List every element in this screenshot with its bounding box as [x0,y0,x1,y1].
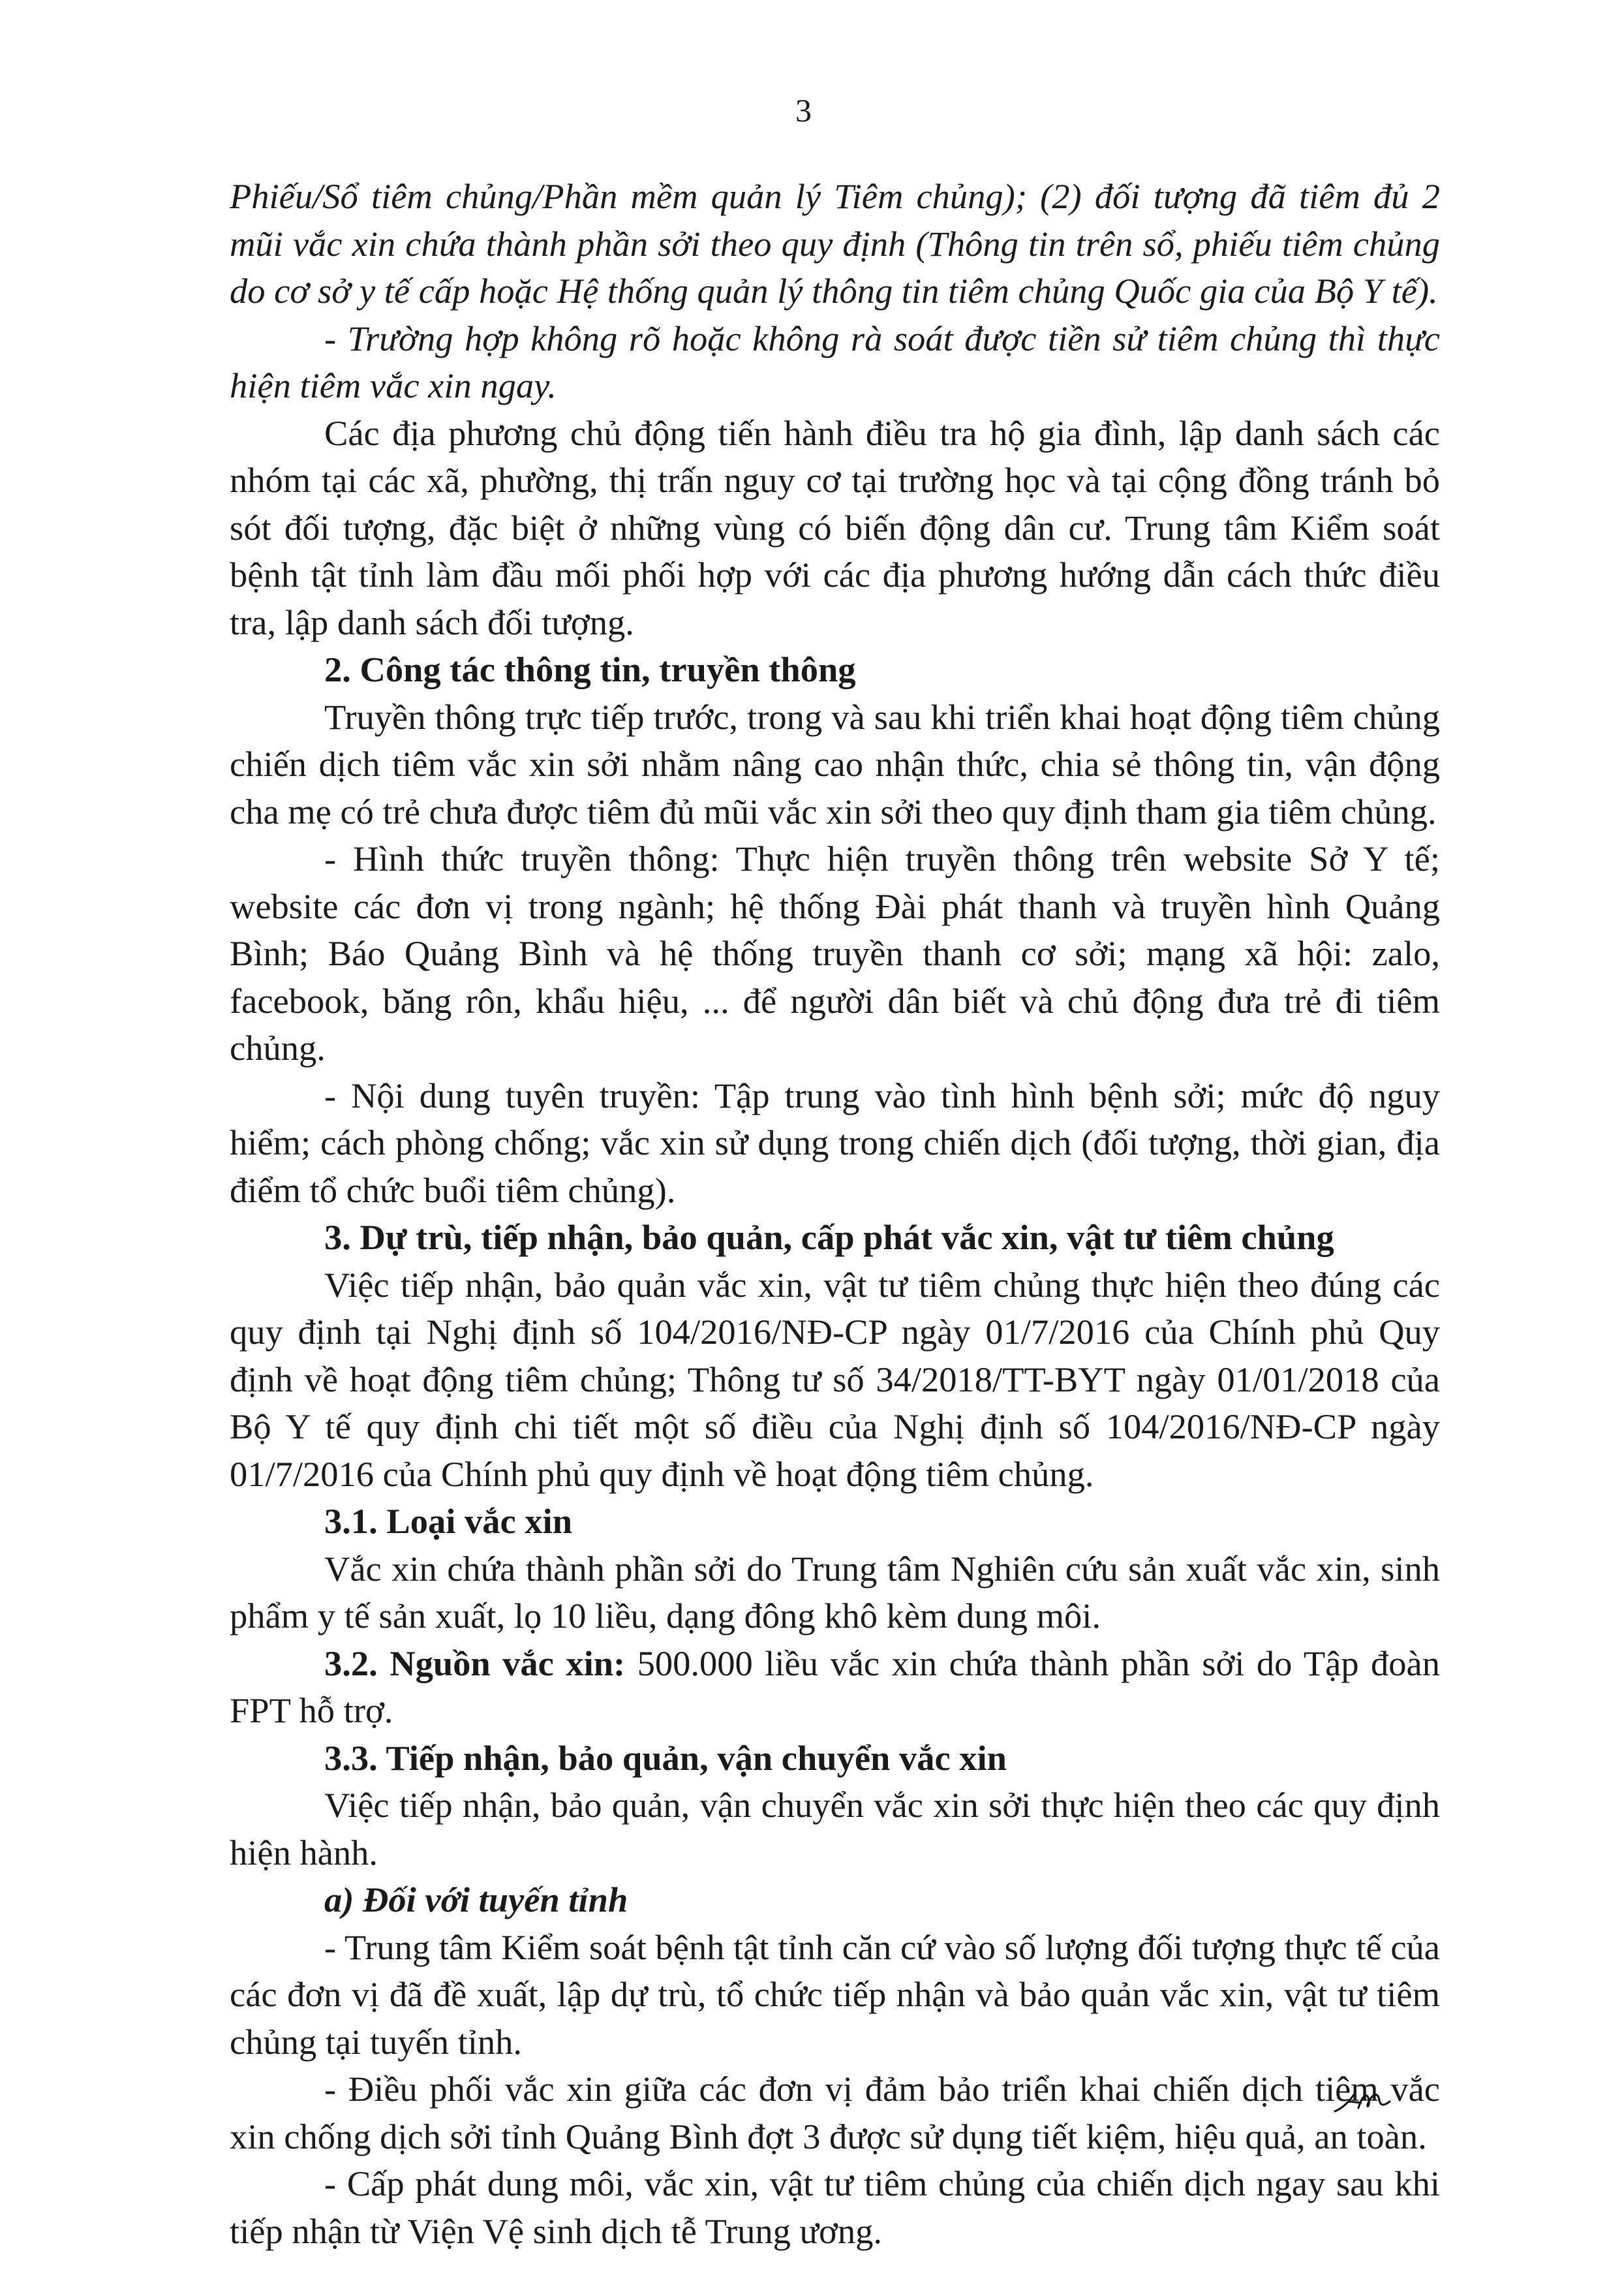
paragraph-household-survey: Các địa phương chủ động tiến hành điều tra hộ gia đình, lập danh sách các nhóm tại các xã, phường, thị trấn nguy cơ tại trường học và tại cộng đồng tránh bỏ sót đối tượng, đặc biệt ở những vùng có biến động dân cư. Trung tâm Kiểm soát bệnh tật tỉnh làm đầu mối phối hợp với các địa phương hướng dẫn cách thức điều tra, lập danh sách đối tượng. [230,412,1440,642]
paragraph-communication-content: - Nội dung tuyên truyền: Tập trung vào tình hình bệnh sởi; mức độ nguy hiểm; cách phòng chống; vắc xin sử dụng trong chiến dịch (đối tượng, thời gian, địa điểm tổ chức buổi tiêm chủng). [230,1075,1440,1210]
subheading-vaccine-source: 3.2. Nguồn vắc xin: [324,1643,626,1683]
paragraph-vaccination-records: Phiếu/Sổ tiêm chủng/Phần mềm quản lý Tiêm chủng); (2) đối tượng đã tiêm đủ 2 mũi vắc xin chứa thành phần sởi theo quy định (Thông tin trên sổ, phiếu tiêm chủng do cơ sở y tế cấp hoặc Hệ thống quản lý thông tin tiêm chủng Quốc gia của Bộ Y tế). [230,176,1440,311]
paragraph-cdc-storage: - Trung tâm Kiểm soát bệnh tật tỉnh căn cứ vào số lượng đối tượng thực tế của các đơn vị đã đề xuất, lập dự trù, tổ chức tiếp nhận và bảo quản vắc xin, vật tư tiêm chủng tại tuyến tỉnh. [230,1927,1440,2062]
page-number: 3 [795,92,812,129]
document-body [230,173,1440,2255]
paragraph-communication-forms: - Hình thức truyền thông: Thực hiện truyền thông trên website Sở Y tế; website các đơn vị trong ngành; hệ thống Đài phát thanh và truyền hình Quảng Bình; Báo Quảng Bình và hệ thống truyền thanh cơ sởi; mạng xã hội: zalo, facebook, băng rôn, khẩu hiệu, ... để người dân biết và chủ động đưa trẻ đi tiêm chủng. [230,839,1440,1068]
paragraph-distribution: - Cấp phát dung môi, vắc xin, vật tư tiêm chủng của chiến dịch ngay sau khi tiếp nhận từ Viện Vệ sinh dịch tễ Trung ương. [230,2164,1440,2251]
vaccine-source-text: 500.000 liều vắc xin chứa thành phần sởi do Tập đoàn FPT hỗ trợ. [230,1643,1440,1730]
paragraph-unclear-history: - Trường hợp không rõ hoặc không rà soát được tiền sử tiêm chủng thì thực hiện tiêm vắc xin ngay. [230,318,1440,405]
paragraph-regulations: Việc tiếp nhận, bảo quản vắc xin, vật tư tiêm chủng thực hiện theo đúng các quy định tại Nghị định số 104/2016/NĐ-CP ngày 01/7/2016 của Chính phủ Quy định về hoạt động tiêm chủng; Thông tư số 34/2018/TT-BYT ngày 01/01/2018 của Bộ Y tế quy định chi tiết một số điều của Nghị định số 104/2016/NĐ-CP ngày 01/7/2016 của Chính phủ quy định về hoạt động tiêm chủng. [230,1264,1440,1494]
paragraph-vaccine-type: Vắc xin chứa thành phần sởi do Trung tâm Nghiên cứu sản xuất vắc xin, sinh phẩm y tế sản xuất, lọ 10 liều, dạng đông khô kèm dung môi. [230,1548,1440,1636]
initials-signature [1330,2082,1395,2121]
paragraph-reception-rules: Việc tiếp nhận, bảo quản, vận chuyển vắc xin sởi thực hiện theo các quy định hiện hành. [230,1785,1440,1872]
subheading-reception-storage: 3.3. Tiếp nhận, bảo quản, vận chuyển vắc xin [324,1737,1007,1778]
section-heading-communication: 2. Công tác thông tin, truyền thông [324,649,856,689]
subheading-vaccine-type: 3.1. Loại vắc xin [324,1501,573,1541]
paragraph-vaccine-source [230,1640,1440,1735]
section-heading-vaccine-supply: 3. Dự trù, tiếp nhận, bảo quản, cấp phát vắc xin, vật tư tiêm chủng [324,1217,1334,1257]
paragraph-direct-communication: Truyền thông trực tiếp trước, trong và sau khi triển khai hoạt động tiêm chủng chiến dịch tiêm vắc xin sởi nhằm nâng cao nhận thức, chia sẻ thông tin, vận động cha mẹ có trẻ chưa được tiêm đủ mũi vắc xin sởi theo quy định tham gia tiêm chủng. [230,696,1440,831]
paragraph-vaccine-coordination: - Điều phối vắc xin giữa các đơn vị đảm bảo triển khai chiến dịch tiêm vắc xin chống dịch sởi tỉnh Quảng Bình đợt 3 được sử dụng tiết kiệm, hiệu quả, an toàn. [230,2069,1440,2156]
subheading-provincial-level: a) Đối với tuyến tỉnh [324,1880,628,1919]
